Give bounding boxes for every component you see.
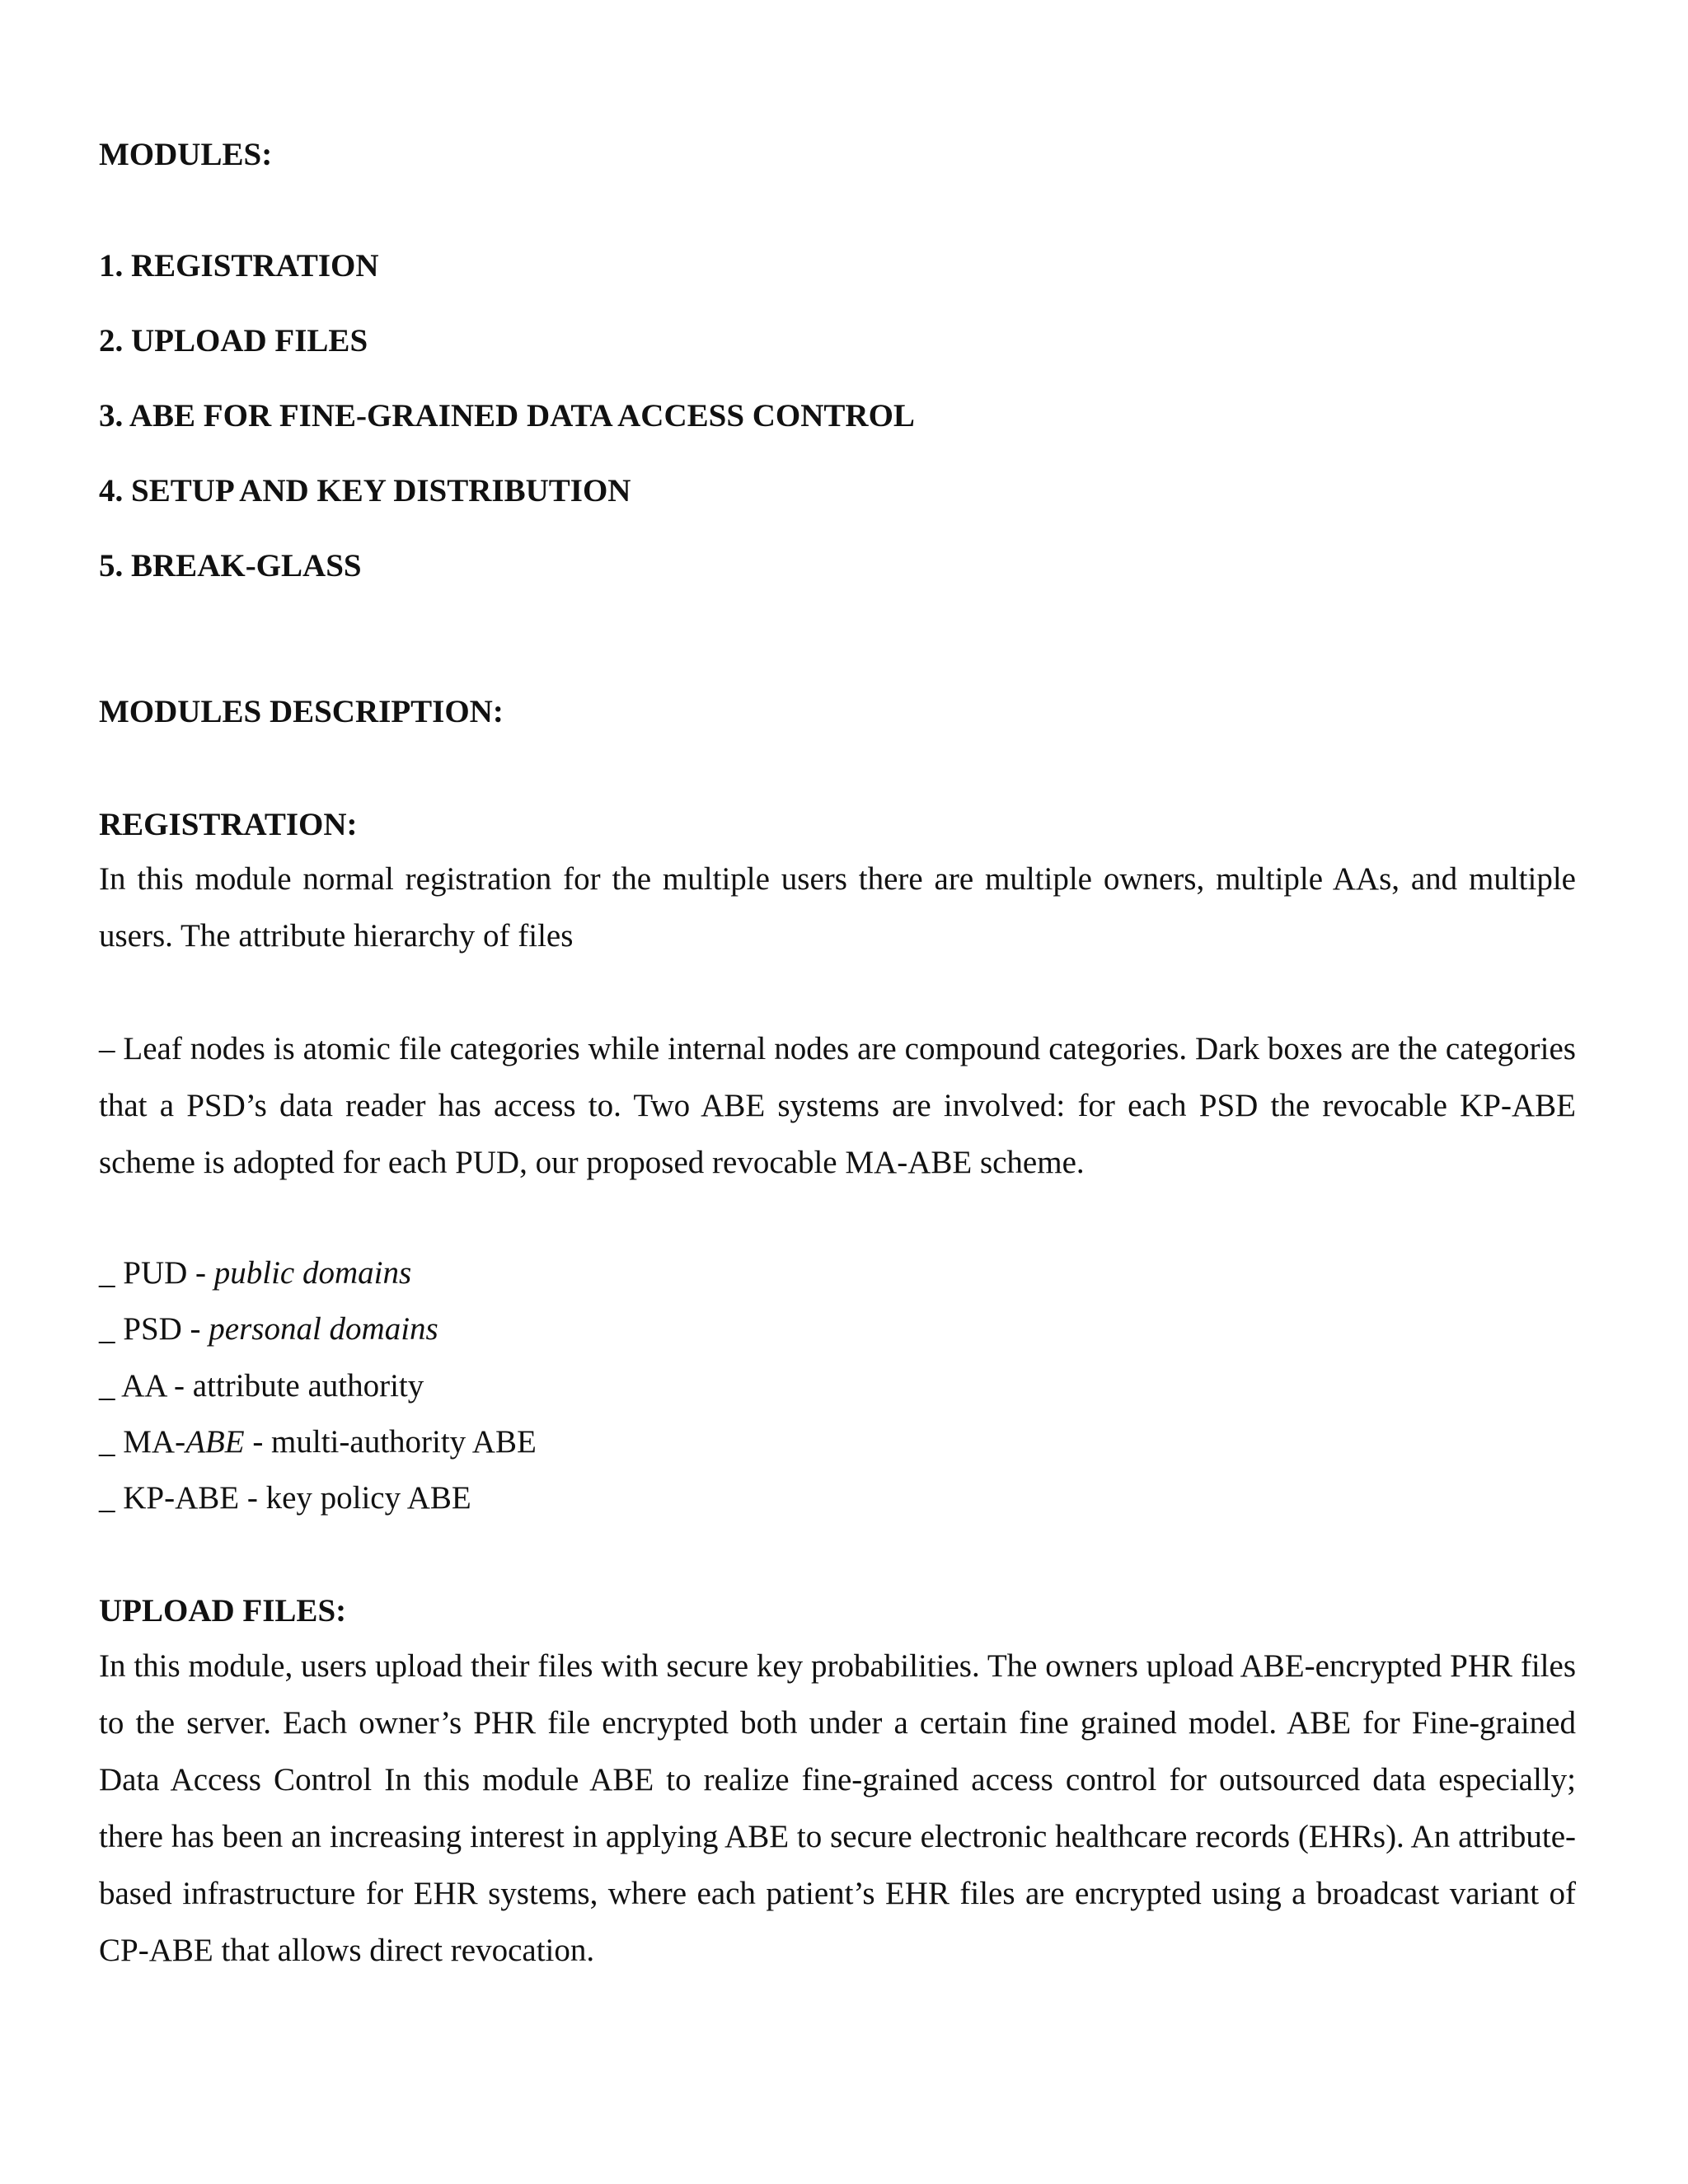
abbr-maabe-definition: - multi-authority ABE xyxy=(244,1424,537,1460)
abbr-aa: _ AA - attribute authority xyxy=(99,1368,424,1404)
abbr-maabe-italic: ABE xyxy=(185,1424,245,1460)
abbr-maabe xyxy=(99,1422,537,1463)
abbr-psd-definition: personal domains xyxy=(209,1311,438,1347)
module-item-abe-access-control: 3. ABE FOR FINE-GRAINED DATA ACCESS CONTROL xyxy=(99,398,915,434)
abbr-kpabe: _ KP-ABE - key policy ABE xyxy=(99,1480,471,1516)
upload-files-paragraph: In this module, users upload their files with secure key probabilities. The owners upload ABE-encrypted PHR files to the server. Each owner’s PHR file encrypted both under a certain fine grained model. ABE for Fine-grained Data Access Control In this module ABE to realize fine-grained access control for outsourced data especially; there has been an increasing interest in applying ABE to secure electronic healthcare records (EHRs). An attribute-based infrastructure for EHR systems, where each patient’s EHR files are encrypted using a broadcast variant of CP-ABE that allows direct revocation. xyxy=(99,1648,1576,1968)
abbr-psd xyxy=(99,1309,438,1350)
module-item-setup-key-distribution: 4. SETUP AND KEY DISTRIBUTION xyxy=(99,473,631,509)
registration-heading: REGISTRATION: xyxy=(99,807,358,842)
abbr-pud-definition: public domains xyxy=(213,1255,412,1291)
abbr-psd-term: _ PSD - xyxy=(99,1311,209,1347)
registration-paragraph-2: – Leaf nodes is atomic file categories while internal nodes are compound categories. Dark boxes are the categories that a PSD’s data reader has access to. Two ABE systems are involved: for each PSD the revocable KP-ABE scheme is adopted for each PUD, our proposed revocable MA-ABE scheme. xyxy=(99,1031,1576,1180)
module-item-upload-files: 2. UPLOAD FILES xyxy=(99,323,368,359)
abbr-maabe-prefix: _ MA- xyxy=(99,1424,186,1460)
module-item-break-glass: 5. BREAK-GLASS xyxy=(99,548,362,583)
upload-files-heading: UPLOAD FILES: xyxy=(99,1593,347,1629)
abbr-pud-term: _ PUD - xyxy=(99,1255,214,1291)
modules-description-heading: MODULES DESCRIPTION: xyxy=(99,694,504,729)
abbr-pud xyxy=(99,1253,411,1294)
registration-paragraph-1: In this module normal registration for the multiple users there are multiple owners, multiple AAs, and multiple users. The attribute hierarchy of files xyxy=(99,861,1576,954)
module-item-registration: 1. REGISTRATION xyxy=(99,248,379,284)
modules-heading: MODULES: xyxy=(99,137,273,172)
